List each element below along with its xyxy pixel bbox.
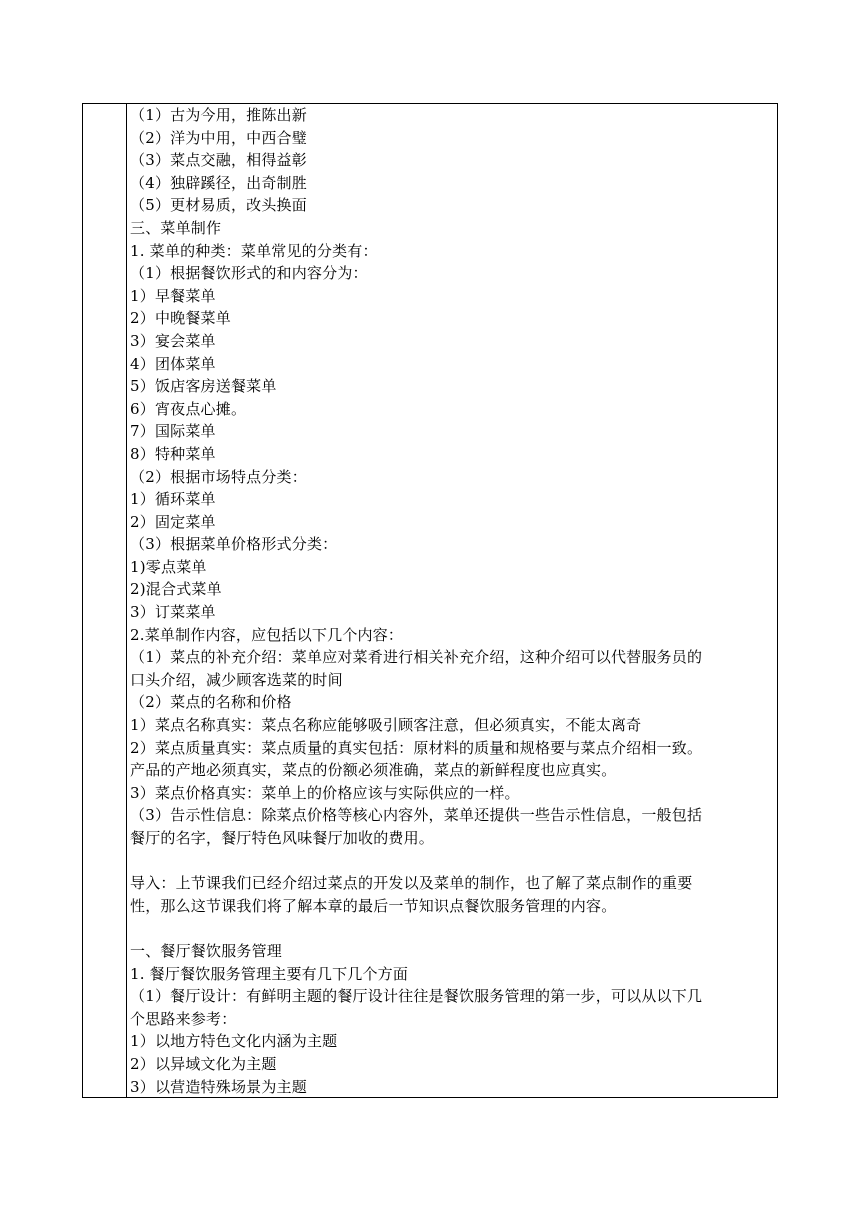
text-line: 1）循环菜单	[130, 490, 216, 509]
text-line: （4）独辟蹊径，出奇制胜	[130, 173, 307, 192]
text-line: 个思路来参考：	[130, 1009, 237, 1028]
table-left-column	[83, 104, 127, 1097]
text-line: （2）菜点的名称和价格	[130, 693, 292, 712]
text-line: 性，那么这节课我们将了解本章的最后一节知识点餐饮服务管理的内容。	[130, 896, 617, 915]
text-line: （3）根据菜单价格形式分类：	[130, 535, 338, 554]
text-line: （5）更材易质，改头换面	[130, 196, 307, 215]
text-line: 6）宵夜点心摊。	[130, 399, 247, 418]
text-line: 5）饭店客房送餐菜单	[130, 377, 277, 396]
text-line: （2）洋为中用，中西合璧	[130, 128, 307, 147]
text-line: 导入：上节课我们已经介绍过菜点的开发以及菜单的制作，也了解了菜点制作的重要	[130, 874, 693, 893]
text-line: 一、餐厅餐饮服务管理	[130, 941, 283, 960]
text-line: 1. 菜单的种类：菜单常见的分类有：	[130, 241, 378, 260]
text-line: 2）菜点质量真实：菜点质量的真实包括：原材料的质量和规格要与菜点介绍相一致。	[130, 738, 703, 757]
text-line: 2.菜单制作内容，应包括以下几个内容：	[130, 625, 404, 644]
text-line: 4）团体菜单	[130, 354, 216, 373]
text-line: 1）菜点名称真实：菜点名称应能够吸引顾客注意，但必须真实，不能太离奇	[130, 716, 642, 735]
blank-line	[130, 850, 777, 873]
text-line: （1）古为今用，推陈出新	[130, 106, 307, 124]
text-line: 1）以地方特色文化内涵为主题	[130, 1032, 338, 1051]
text-line: （2）根据市场特点分类：	[130, 467, 307, 486]
text-line: 餐厅的名字，餐厅特色风味餐厅加收的费用。	[130, 829, 435, 847]
text-line: 2）以异域文化为主题	[130, 1054, 277, 1073]
text-line: 2）固定菜单	[130, 512, 216, 531]
text-line: （3）菜点交融，相得益彰	[130, 151, 307, 170]
text-line: 8）特种菜单	[130, 444, 216, 463]
text-line: （1）根据餐饮形式的和内容分为：	[130, 264, 368, 283]
text-line: （1）菜点的补充介绍：菜单应对菜肴进行相关补充介绍，这种介绍可以代替服务员的	[130, 648, 703, 667]
text-line: 2）中晚餐菜单	[130, 309, 231, 328]
text-line: 口头介绍，减少顾客选菜的时间	[130, 670, 343, 689]
text-line: 1. 餐厅餐饮服务管理主要有几下几个方面	[130, 964, 409, 983]
text-line: 3）菜点价格真实：菜单上的价格应该与实际供应的一样。	[130, 783, 520, 802]
text-line: 产品的产地必须真实，菜点的份额必须准确，菜点的新鲜程度也应真实。	[130, 761, 617, 780]
text-line: 3）订菜菜单	[130, 603, 216, 622]
text-line: （1）餐厅设计：有鲜明主题的餐厅设计往往是餐饮服务管理的第一步，可以从以下几	[130, 987, 703, 1006]
text-line: 1）早餐菜单	[130, 286, 216, 305]
text-line: 3）宴会菜单	[130, 331, 216, 350]
table-content-cell	[127, 104, 777, 1097]
text-line: 1)零点菜单	[130, 557, 207, 576]
text-line: 三、菜单制作	[130, 218, 222, 237]
blank-line	[130, 917, 777, 940]
text-line: 7）国际菜单	[130, 422, 216, 441]
text-line: 3）以营造特殊场景为主题	[130, 1077, 307, 1096]
text-line: （3）告示性信息：除菜点价格等核心内容外，菜单还提供一些告示性信息，一般包括	[130, 806, 703, 825]
document-table	[82, 103, 778, 1098]
text-line: 2)混合式菜单	[130, 580, 222, 599]
